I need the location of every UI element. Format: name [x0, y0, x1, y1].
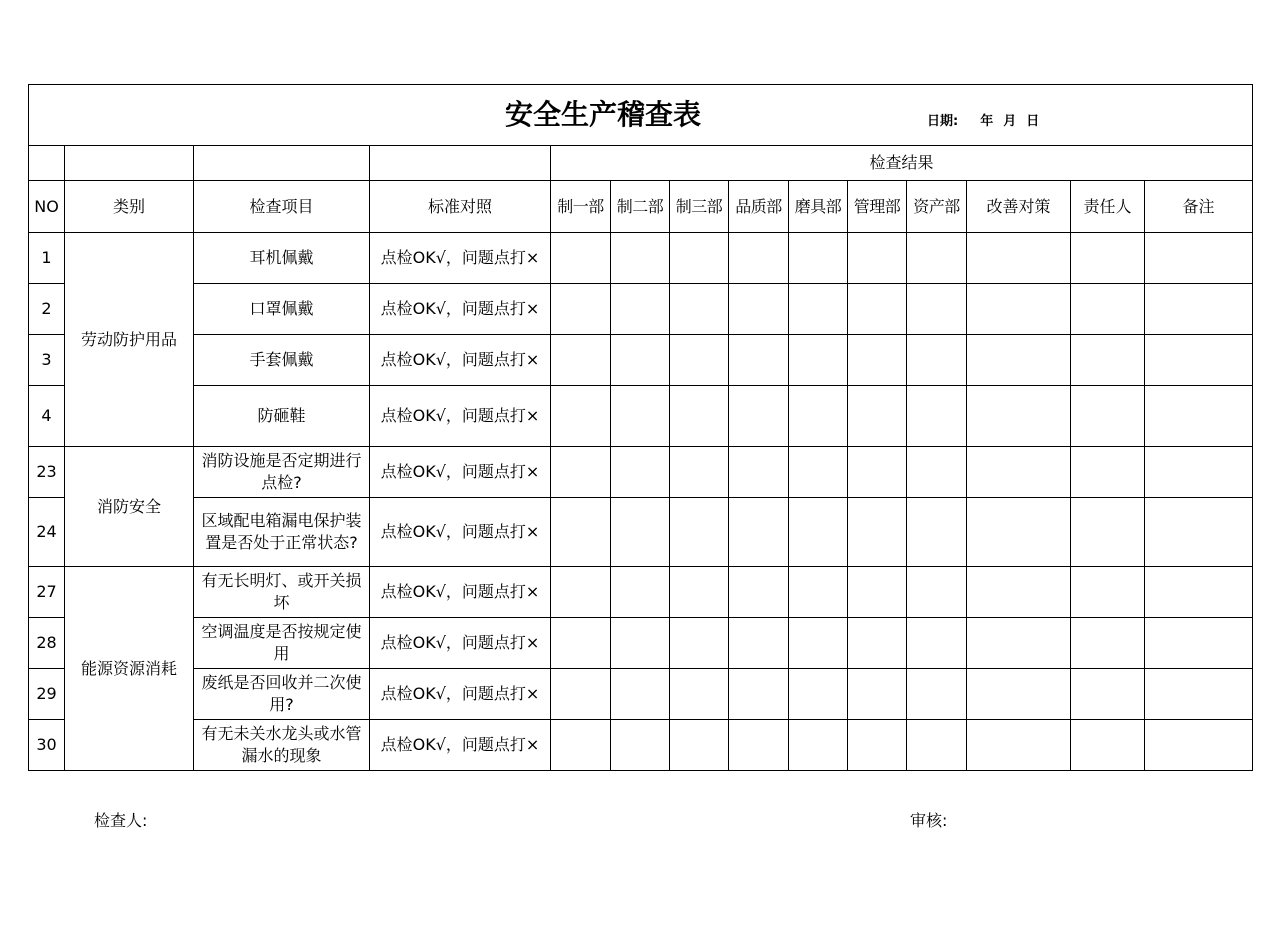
- standard-cell: 点检OK√，问题点打×: [370, 447, 551, 498]
- table-row: [29, 335, 1253, 386]
- col-header-remark: 备注: [1145, 181, 1253, 233]
- improve-cell[interactable]: [967, 618, 1071, 669]
- result-cell[interactable]: [670, 233, 729, 284]
- remark-cell[interactable]: [1145, 447, 1253, 498]
- result-cell[interactable]: [789, 447, 848, 498]
- remark-cell[interactable]: [1145, 669, 1253, 720]
- row-no: 23: [29, 447, 65, 498]
- result-cell[interactable]: [670, 669, 729, 720]
- result-cell[interactable]: [907, 447, 967, 498]
- remark-cell[interactable]: [1145, 386, 1253, 447]
- result-cell[interactable]: [729, 335, 789, 386]
- date-label: 日期:: [927, 114, 959, 129]
- result-cell[interactable]: [789, 720, 848, 771]
- improve-cell[interactable]: [967, 284, 1071, 335]
- check-item: 废纸是否回收并二次使用?: [194, 669, 370, 720]
- result-cell[interactable]: [907, 618, 967, 669]
- col-header-standard: 标准对照: [370, 181, 551, 233]
- result-cell[interactable]: [611, 233, 670, 284]
- result-cell[interactable]: [670, 618, 729, 669]
- result-cell[interactable]: [848, 498, 907, 567]
- result-cell[interactable]: [729, 669, 789, 720]
- standard-cell: 点检OK√，问题点打×: [370, 233, 551, 284]
- result-cell[interactable]: [729, 284, 789, 335]
- col-header-category: 类别: [65, 181, 194, 233]
- result-cell[interactable]: [789, 567, 848, 618]
- result-cell[interactable]: [789, 498, 848, 567]
- result-cell[interactable]: [670, 284, 729, 335]
- table-row: [29, 720, 1253, 771]
- result-cell[interactable]: [848, 233, 907, 284]
- standard-cell: 点检OK√，问题点打×: [370, 335, 551, 386]
- result-cell[interactable]: [907, 233, 967, 284]
- col-header-no: NO: [29, 181, 65, 233]
- standard-cell: 点检OK√，问题点打×: [370, 567, 551, 618]
- row-no: 30: [29, 720, 65, 771]
- owner-cell[interactable]: [1071, 233, 1145, 284]
- result-cell[interactable]: [551, 669, 611, 720]
- result-cell[interactable]: [551, 386, 611, 447]
- blank-cell: [194, 146, 370, 181]
- result-cell[interactable]: [551, 284, 611, 335]
- standard-cell: 点检OK√，问题点打×: [370, 386, 551, 447]
- result-cell[interactable]: [670, 498, 729, 567]
- check-item: 空调温度是否按规定使用: [194, 618, 370, 669]
- improve-cell[interactable]: [967, 233, 1071, 284]
- result-cell[interactable]: [611, 284, 670, 335]
- result-cell[interactable]: [670, 386, 729, 447]
- col-header-dept: 资产部: [907, 181, 967, 233]
- result-cell[interactable]: [611, 669, 670, 720]
- result-cell[interactable]: [551, 447, 611, 498]
- result-cell[interactable]: [611, 618, 670, 669]
- reviewer-label: 审核:: [910, 811, 948, 830]
- result-cell[interactable]: [551, 498, 611, 567]
- row-no: 27: [29, 567, 65, 618]
- result-cell[interactable]: [789, 233, 848, 284]
- table-row: [29, 669, 1253, 720]
- col-header-dept: 品质部: [729, 181, 789, 233]
- blank-cell: [65, 146, 194, 181]
- results-group-header: 检查结果: [551, 146, 1253, 181]
- owner-cell[interactable]: [1071, 335, 1145, 386]
- result-cell[interactable]: [789, 618, 848, 669]
- col-header-dept: 制一部: [551, 181, 611, 233]
- table-row: [29, 498, 1253, 567]
- standard-cell: 点检OK√，问题点打×: [370, 720, 551, 771]
- standard-cell: 点检OK√，问题点打×: [370, 669, 551, 720]
- col-header-dept: 制二部: [611, 181, 670, 233]
- result-cell[interactable]: [729, 386, 789, 447]
- result-cell[interactable]: [611, 335, 670, 386]
- result-cell[interactable]: [670, 335, 729, 386]
- check-item: 手套佩戴: [194, 335, 370, 386]
- date-month: 月: [1003, 114, 1017, 129]
- check-item: 耳机佩戴: [194, 233, 370, 284]
- table-row: [29, 233, 1253, 284]
- col-header-improve: 改善对策: [967, 181, 1071, 233]
- blank-cell: [370, 146, 551, 181]
- owner-cell[interactable]: [1071, 669, 1145, 720]
- col-header-dept: 制三部: [670, 181, 729, 233]
- owner-cell[interactable]: [1071, 618, 1145, 669]
- col-header-owner: 责任人: [1071, 181, 1145, 233]
- category-cell: 消防安全: [65, 447, 194, 567]
- result-cell[interactable]: [670, 567, 729, 618]
- result-cell[interactable]: [907, 386, 967, 447]
- result-cell[interactable]: [729, 618, 789, 669]
- result-cell[interactable]: [907, 669, 967, 720]
- row-no: 3: [29, 335, 65, 386]
- standard-cell: 点检OK√，问题点打×: [370, 284, 551, 335]
- result-cell[interactable]: [611, 498, 670, 567]
- col-header-item: 检查项目: [194, 181, 370, 233]
- result-cell[interactable]: [611, 720, 670, 771]
- table-row: [29, 567, 1253, 618]
- result-cell[interactable]: [848, 386, 907, 447]
- improve-cell[interactable]: [967, 335, 1071, 386]
- result-cell[interactable]: [848, 447, 907, 498]
- result-cell[interactable]: [848, 618, 907, 669]
- remark-cell[interactable]: [1145, 720, 1253, 771]
- row-no: 28: [29, 618, 65, 669]
- page-title: 安全生产稽查表: [505, 98, 702, 131]
- result-cell[interactable]: [848, 335, 907, 386]
- check-item: 区域配电箱漏电保护装置是否处于正常状态?: [194, 498, 370, 567]
- result-cell[interactable]: [551, 618, 611, 669]
- result-cell[interactable]: [551, 720, 611, 771]
- owner-cell[interactable]: [1071, 567, 1145, 618]
- result-cell[interactable]: [907, 720, 967, 771]
- remark-cell[interactable]: [1145, 335, 1253, 386]
- result-cell[interactable]: [551, 233, 611, 284]
- result-cell[interactable]: [907, 498, 967, 567]
- result-cell[interactable]: [729, 720, 789, 771]
- result-cell[interactable]: [789, 386, 848, 447]
- result-cell[interactable]: [670, 720, 729, 771]
- improve-cell[interactable]: [967, 567, 1071, 618]
- standard-cell: 点检OK√，问题点打×: [370, 618, 551, 669]
- category-cell: 能源资源消耗: [65, 567, 194, 771]
- table-row: [29, 447, 1253, 498]
- check-item: 有无未关水龙头或水管漏水的现象: [194, 720, 370, 771]
- result-cell[interactable]: [551, 335, 611, 386]
- result-cell[interactable]: [907, 567, 967, 618]
- row-no: 29: [29, 669, 65, 720]
- improve-cell[interactable]: [967, 669, 1071, 720]
- owner-cell[interactable]: [1071, 284, 1145, 335]
- category-cell: 劳动防护用品: [65, 233, 194, 447]
- result-cell[interactable]: [848, 284, 907, 335]
- table-row: [29, 386, 1253, 447]
- check-item: 消防设施是否定期进行点检?: [194, 447, 370, 498]
- remark-cell[interactable]: [1145, 567, 1253, 618]
- table-row: [29, 284, 1253, 335]
- result-cell[interactable]: [907, 335, 967, 386]
- date-year: 年: [980, 114, 994, 129]
- inspection-table: [28, 84, 1253, 771]
- remark-cell[interactable]: [1145, 498, 1253, 567]
- improve-cell[interactable]: [967, 498, 1071, 567]
- result-cell[interactable]: [729, 567, 789, 618]
- row-no: 4: [29, 386, 65, 447]
- col-header-dept: 磨具部: [789, 181, 848, 233]
- date-field[interactable]: [927, 111, 1049, 133]
- row-no: 1: [29, 233, 65, 284]
- result-cell[interactable]: [551, 567, 611, 618]
- improve-cell[interactable]: [967, 447, 1071, 498]
- check-item: 有无长明灯、或开关损坏: [194, 567, 370, 618]
- remark-cell[interactable]: [1145, 233, 1253, 284]
- result-cell[interactable]: [729, 447, 789, 498]
- result-cell[interactable]: [907, 284, 967, 335]
- title-row: [29, 85, 1253, 146]
- improve-cell[interactable]: [967, 386, 1071, 447]
- col-header-dept: 管理部: [848, 181, 907, 233]
- result-cell[interactable]: [729, 233, 789, 284]
- row-no: 2: [29, 284, 65, 335]
- result-cell[interactable]: [611, 447, 670, 498]
- owner-cell[interactable]: [1071, 447, 1145, 498]
- result-cell[interactable]: [611, 386, 670, 447]
- result-cell[interactable]: [789, 335, 848, 386]
- result-cell[interactable]: [611, 567, 670, 618]
- result-cell[interactable]: [670, 447, 729, 498]
- check-item: 口罩佩戴: [194, 284, 370, 335]
- remark-cell[interactable]: [1145, 284, 1253, 335]
- owner-cell[interactable]: [1071, 498, 1145, 567]
- owner-cell[interactable]: [1071, 720, 1145, 771]
- result-cell[interactable]: [848, 669, 907, 720]
- table-row: [29, 618, 1253, 669]
- result-cell[interactable]: [789, 284, 848, 335]
- result-cell[interactable]: [848, 720, 907, 771]
- inspector-label: 检查人:: [94, 811, 148, 830]
- standard-cell: 点检OK√，问题点打×: [370, 498, 551, 567]
- check-item: 防砸鞋: [194, 386, 370, 447]
- date-day: 日: [1026, 114, 1040, 129]
- remark-cell[interactable]: [1145, 618, 1253, 669]
- improve-cell[interactable]: [967, 720, 1071, 771]
- owner-cell[interactable]: [1071, 386, 1145, 447]
- result-cell[interactable]: [729, 498, 789, 567]
- row-no: 24: [29, 498, 65, 567]
- result-cell[interactable]: [789, 669, 848, 720]
- result-cell[interactable]: [848, 567, 907, 618]
- blank-cell: [29, 146, 65, 181]
